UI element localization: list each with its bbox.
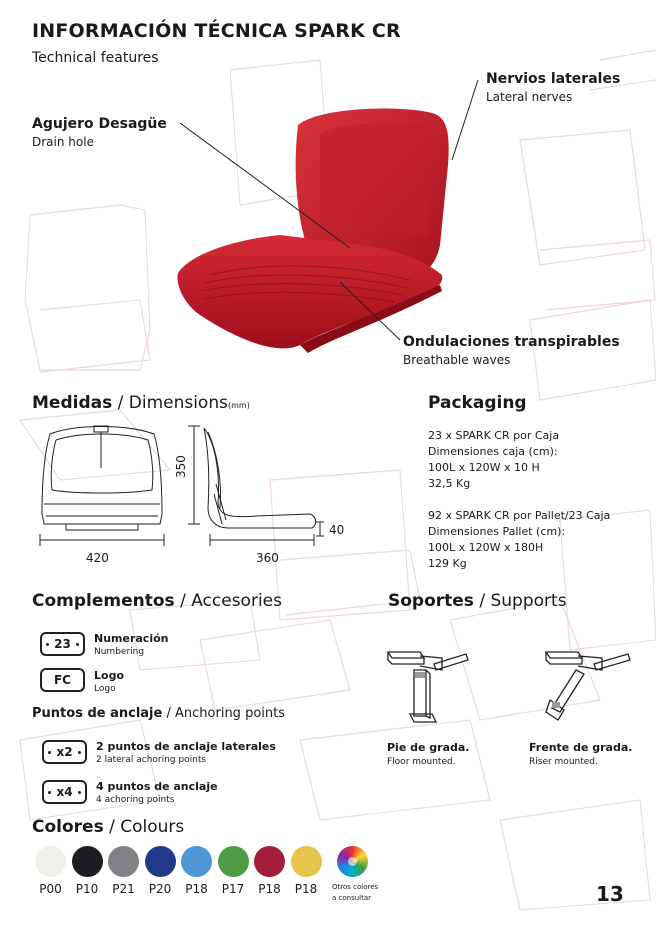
packaging-line: 92 x SPARK CR por Pallet/23 Caja: [428, 509, 611, 522]
numbering-badge-text: 23: [54, 637, 71, 651]
colours-title-en: Colours: [120, 817, 185, 837]
accessories-title-en: Accesories: [191, 591, 282, 611]
logo-badge-text: FC: [53, 673, 71, 687]
anchoring-x4-sub: 4 achoring points: [96, 795, 175, 805]
dimensions-title-en: Dimensions: [128, 393, 228, 413]
colour-swatch: [145, 846, 176, 877]
colour-swatch: [181, 846, 212, 877]
colour-code-label: P20: [148, 882, 172, 896]
anchoring-x4-label: [96, 780, 218, 805]
floor-mount-title: Pie de grada.: [387, 741, 470, 754]
accessories-title-es: Complementos: [32, 591, 175, 611]
packaging-details: [428, 428, 610, 572]
page-title: INFORMACIÓN TÉCNICA SPARK CR: [32, 20, 401, 42]
supports-title-es: Soportes: [388, 591, 474, 611]
dimensions-unit: (mm): [227, 401, 250, 410]
anchoring-x2-label: [96, 740, 276, 765]
colours-title-es: Colores: [32, 817, 104, 837]
other-colours-note: [332, 882, 378, 904]
anchoring-sep: /: [166, 706, 171, 721]
colour-swatch: [72, 846, 103, 877]
packaging-line: Dimensiones caja (cm):: [428, 445, 558, 458]
badge-dot: [46, 643, 49, 646]
numbering-badge: [40, 632, 85, 656]
packaging-line: 32,5 Kg: [428, 477, 471, 490]
callout-lateral-nerves: [486, 71, 620, 104]
logo-label: [94, 669, 124, 694]
riser-mount-label: [529, 741, 632, 767]
floor-mount-drawing: [384, 630, 474, 730]
riser-mount-sub: Riser mounted.: [529, 757, 598, 767]
colour-code-label: P17: [221, 882, 245, 896]
supports-sep: /: [479, 591, 486, 611]
floor-mount-sub: Floor mounted.: [387, 757, 456, 767]
accessories-heading: [32, 591, 282, 611]
anchoring-title-es: Puntos de anclaje: [32, 706, 163, 721]
colour-swatch: [35, 846, 66, 877]
supports-heading: [388, 591, 567, 611]
dimension-width: 420: [86, 551, 109, 565]
badge-dot: [48, 791, 51, 794]
colour-code-label: P10: [75, 882, 99, 896]
badge-dot: [76, 643, 79, 646]
riser-mount-drawing: [542, 630, 636, 730]
badge-dot: [48, 751, 51, 754]
anchoring-heading: [32, 706, 285, 721]
dimension-depth: 360: [256, 551, 279, 565]
accessories-sep: /: [180, 591, 186, 611]
dimensions-heading: [32, 393, 250, 413]
callout-drain-title: Agujero Desagüe: [32, 116, 167, 132]
anchoring-x2-sub: 2 lateral achoring points: [96, 755, 207, 765]
anchoring-x4-badge: [42, 780, 87, 804]
colour-swatch: [218, 846, 249, 877]
other-colours-line2: a consultar: [332, 894, 372, 902]
dimensions-sep: /: [117, 393, 124, 413]
badge-dot: [78, 791, 81, 794]
callout-waves-title: Ondulaciones transpirables: [403, 334, 620, 350]
callout-breathable-waves: [403, 334, 620, 367]
logo-sub: Logo: [94, 684, 116, 694]
anchoring-x2-title: 2 puntos de anclaje laterales: [96, 740, 276, 753]
callout-nerves-sub: Lateral nerves: [486, 90, 573, 104]
dimension-thickness: 40: [329, 523, 345, 537]
logo-badge: [40, 668, 85, 692]
front-view-drawing: [36, 424, 168, 554]
riser-mount-title: Frente de grada.: [529, 741, 633, 754]
packaging-title: Packaging: [428, 393, 527, 413]
packaging-line: 129 Kg: [428, 557, 467, 570]
floor-mount-label: [387, 741, 469, 767]
numbering-title: Numeración: [94, 632, 169, 645]
colour-code-label: P18: [294, 882, 318, 896]
colour-swatch: [254, 846, 285, 877]
colour-code-label: P18: [258, 882, 281, 896]
anchoring-x2-badge: [42, 740, 87, 764]
dimension-height: 350: [174, 455, 188, 478]
packaging-line: 100L x 120W x 10 H: [428, 461, 540, 474]
page-subtitle: Technical features: [32, 50, 159, 66]
colour-code-label: P21: [112, 882, 135, 896]
packaging-line: 100L x 120W x 180H: [428, 541, 544, 554]
colour-swatch: [108, 846, 139, 877]
numbering-sub: Numbering: [94, 647, 145, 657]
callout-drain-sub: Drain hole: [32, 135, 94, 149]
anchoring-title-en: Anchoring points: [175, 706, 285, 721]
side-view-drawing: [186, 424, 326, 552]
colours-heading: [32, 817, 184, 837]
other-colours-line1: Otros colores: [332, 883, 379, 891]
colour-swatch: [291, 846, 322, 877]
page-number: 13: [596, 882, 624, 906]
anchoring-x4-text: x4: [56, 785, 73, 799]
other-colours-wheel-icon: [337, 846, 368, 877]
supports-title-en: Supports: [490, 591, 567, 611]
badge-dot: [78, 751, 81, 754]
logo-title: Logo: [94, 669, 124, 682]
dimensions-title-es: Medidas: [32, 393, 113, 413]
packaging-line: 23 x SPARK CR por Caja: [428, 429, 560, 442]
anchoring-x2-text: x2: [56, 745, 73, 759]
packaging-line: Dimensiones Pallet (cm):: [428, 525, 566, 538]
callout-waves-sub: Breathable waves: [403, 353, 511, 367]
callout-drain-hole: [32, 116, 167, 149]
colour-code-label: P00: [39, 882, 62, 896]
colours-sep: /: [109, 817, 115, 837]
anchoring-x4-title: 4 puntos de anclaje: [96, 780, 218, 793]
callout-nerves-title: Nervios laterales: [486, 71, 621, 87]
numbering-label: [94, 632, 169, 657]
colour-code-label: P18: [185, 882, 208, 896]
packaging-line: [428, 492, 610, 508]
